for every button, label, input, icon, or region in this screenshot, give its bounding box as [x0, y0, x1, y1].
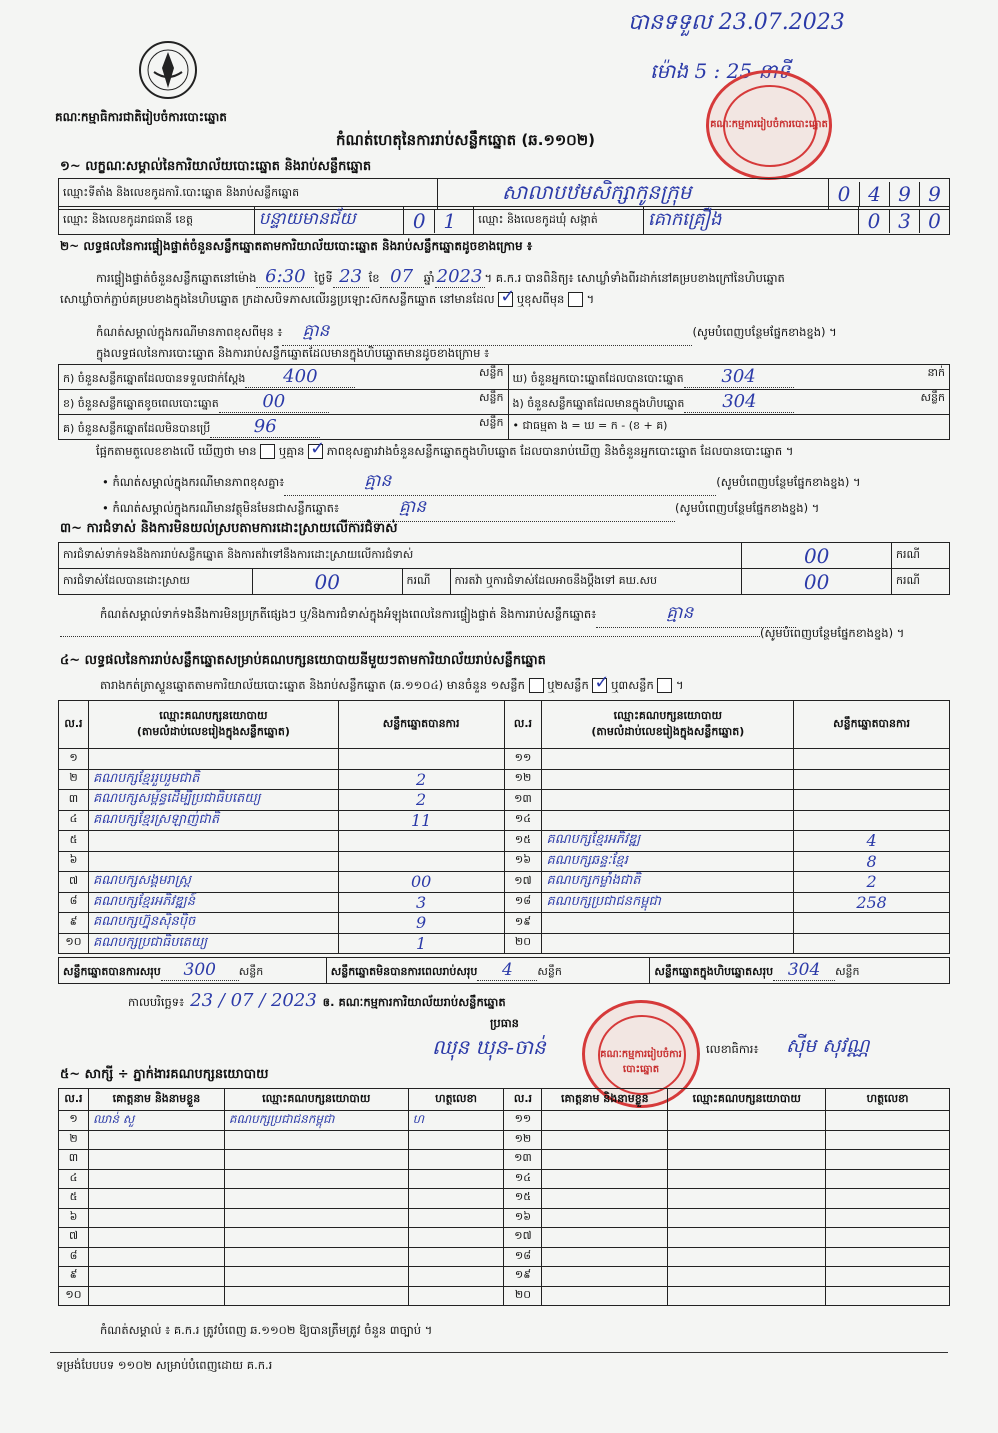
party-no: ១៦: [504, 851, 542, 872]
section-1-heading: ១~ លក្ខណៈសម្គាល់នៃការិយាល័យបោះឆ្នោត និងរាប់សន្លឹកឆ្នោត: [60, 159, 372, 174]
witness-party: [668, 1169, 826, 1189]
party-row: [59, 769, 950, 790]
party-no: ១២: [504, 769, 542, 790]
witness-col-name-right: គោត្តនាម និងនាមខ្លួន: [542, 1089, 668, 1111]
witness-row: [59, 1189, 950, 1209]
witness-party: [668, 1130, 826, 1150]
party-row: [59, 831, 950, 852]
location-table: [58, 206, 950, 235]
party-name: [542, 810, 794, 831]
party-votes: 1: [338, 933, 504, 954]
witness-signature: [826, 1150, 950, 1170]
party-row: [59, 810, 950, 831]
two-sheets-checkbox[interactable]: [592, 678, 607, 693]
changed-checkbox[interactable]: [568, 292, 583, 307]
witness-no: ៦: [59, 1208, 89, 1228]
party-no: ១៨: [504, 892, 542, 913]
witness-col-party-right: ឈ្មោះគណបក្សនយោបាយ: [668, 1089, 826, 1111]
complaints-table: [58, 542, 950, 569]
party-votes: [794, 933, 950, 954]
party-votes: 258: [794, 892, 950, 913]
witness-name: [542, 1130, 668, 1150]
col-votes-left: សន្លឹកឆ្នោតបានការ: [338, 701, 504, 749]
witness-signature: [826, 1228, 950, 1248]
party-name: គណបក្សកម្លាំងជាតិ: [542, 872, 794, 893]
resolved-count: 00: [252, 569, 402, 595]
party-no: ៩: [59, 913, 89, 934]
party-no: ១៤: [504, 810, 542, 831]
party-name: [542, 790, 794, 811]
witness-name: [88, 1247, 224, 1267]
witness-signature: ហ: [408, 1111, 504, 1131]
unused-ballots: គ) ចំនួនសន្លឹកឆ្នោតដែលមិនបានប្រើ 96 សន្លឹក: [59, 415, 509, 440]
party-no: ១: [59, 749, 89, 770]
witness-name: [88, 1189, 224, 1209]
party-votes: 11: [338, 810, 504, 831]
party-no: ១៧: [504, 872, 542, 893]
party-votes: [794, 790, 950, 811]
party-no: ៣: [59, 790, 89, 811]
party-votes: 8: [794, 851, 950, 872]
witness-name: [542, 1111, 668, 1131]
party-votes: 9: [338, 913, 504, 934]
party-no: ៥: [59, 831, 89, 852]
party-name: គណបក្សខ្មែរស្រឡាញ់ជាតិ: [88, 810, 338, 831]
closing-line: កាលបរិច្ឆេទ៖ 23 / 07 / 2023 ឲ. គណៈកម្មការការិយាល័យរាប់សន្លឹកឆ្នោត: [128, 990, 506, 1011]
commune-name: គោកគ្រឿង: [643, 207, 858, 235]
witness-row: [59, 1228, 950, 1248]
witness-name: [88, 1267, 224, 1287]
witness-signature: [408, 1247, 504, 1267]
col-party-right: ឈ្មោះគណបក្សនយោបាយ (តាមលំដាប់លេខរៀងក្នុងសន្លឹកឆ្នោត): [542, 701, 794, 749]
appeal-count: 00: [742, 569, 892, 595]
foreign-object-note: • កំណត់សម្គាល់ក្នុងករណីមានវត្ថុមិនមែនជាសន្លឹកឆ្នោត៖ គ្មាន (សូមបំពេញបន្ថែមផ្នែកខាងខ្នង) ។: [102, 496, 819, 522]
party-name: គណបក្សឆន្ទៈខ្មែរ: [542, 851, 794, 872]
section-3-heading: ៣~ ការជំទាស់ និងការមិនយល់ស្របតាមការដោះស្រាយលើការជំទាស់: [60, 521, 398, 536]
received-note: បានទទួល 23.07.2023: [628, 10, 845, 35]
witness-signature: [408, 1189, 504, 1209]
witness-col-sign-right: ហត្ថលេខា: [826, 1089, 950, 1111]
tally-sheet-line: តារាងកត់ត្រាស្ទួនឆ្នោតតាមការិយាល័យបោះឆ្នោត និងរាប់សន្លឹកឆ្នោត (ឆ.១១០៤) មានចំនួន ១សន្លឹក ឬ២សន្លឹក ✓ ឬ៣សន្លឹក ។: [100, 678, 684, 695]
party-row: [59, 933, 950, 954]
party-votes: 2: [794, 872, 950, 893]
party-no: ១៥: [504, 831, 542, 852]
witness-party: [668, 1267, 826, 1287]
witness-name: [88, 1228, 224, 1248]
resolved-unit: ករណី: [402, 569, 450, 595]
document-title: កំណត់ហេតុនៃការរាប់សន្លឹកឆ្នោត (ឆ.១១០២): [336, 131, 596, 149]
witness-party: [224, 1267, 408, 1287]
party-no: ៤: [59, 810, 89, 831]
formula-note: • ជាធម្មតា ង = ឃ = ក - (ខ + គ): [508, 415, 950, 440]
witness-signature: [408, 1130, 504, 1150]
witness-no: ១៧: [504, 1228, 542, 1248]
party-no: ១៣: [504, 790, 542, 811]
party-no: ៧: [59, 872, 89, 893]
form-footer: ទម្រង់បែបបទ ១១០២ សម្រាប់បំពេញដោយ គ.ក.រ: [56, 1358, 273, 1372]
commune-label: ឈ្មោះ និងលេខកូដឃុំ សង្កាត់: [474, 207, 644, 235]
witness-party: [668, 1247, 826, 1267]
witness-row: [59, 1150, 950, 1170]
commune-seal-top: គណៈកម្មការរៀបចំការបោះឆ្នោត: [706, 70, 832, 180]
witness-name: [88, 1286, 224, 1306]
witness-party: [668, 1208, 826, 1228]
complaints-label: ការជំទាស់ទាក់ទងនឹងការរាប់សន្លឹកឆ្នោត និងការតវ៉ាទៅនឹងការដោះស្រាយលើការជំទាស់: [59, 543, 742, 569]
party-name: [88, 749, 338, 770]
witness-no: ២០: [504, 1286, 542, 1306]
witness-party: [224, 1247, 408, 1267]
witness-signature: [826, 1267, 950, 1287]
appeal-label: ការតវ៉ា ឬការជំទាស់ដែលអាចនឹងប្តឹងទៅ គឃ.សប: [450, 569, 742, 595]
party-name: គណបក្សសង្គមរាស្ត្រ: [88, 872, 338, 893]
witness-row: [59, 1130, 950, 1150]
received-ballots: ក) ចំនួនសន្លឹកឆ្នោតដែលបានទទួលជាក់ស្តែង 400 សន្លឹក: [59, 365, 509, 390]
party-name: [88, 851, 338, 872]
section-4-heading: ៤~ លទ្ធផលនៃការរាប់សន្លឹកឆ្នោតសម្រាប់គណបក្សនយោបាយនីមួយៗតាមការិយាល័យរាប់សន្លឹកឆ្នោត: [60, 653, 546, 668]
witness-name: [542, 1247, 668, 1267]
witness-name: [88, 1130, 224, 1150]
party-votes: [338, 831, 504, 852]
party-row: [59, 872, 950, 893]
ballot-count-table: [58, 364, 950, 440]
total-invalid: សន្លឹកឆ្នោតមិនបានការពេលរាប់សរុប 4 សន្លឹក: [326, 958, 650, 984]
totals-table: [58, 957, 950, 984]
witness-party: [668, 1286, 826, 1306]
station-label: ឈ្មោះទីតាំង និងលេខកូដការិ.បោះឆ្នោត និងរាប់សន្លឹកឆ្នោត: [59, 179, 438, 210]
witness-party: [224, 1189, 408, 1209]
witness-name: [88, 1169, 224, 1189]
results-intro: ក្នុងលទ្ធផលនៃការបោះឆ្នោត និងការរាប់សន្លឹកឆ្នោតដែលមានក្នុងហិបឆ្នោតមានដូចខាងក្រោម ៖: [96, 346, 490, 360]
party-name: គណបក្សហ្វ៊ុនស៊ិនប៉ិច: [88, 913, 338, 934]
witness-no: ១០: [59, 1286, 89, 1306]
witness-col-no-left: ល.រ: [59, 1089, 89, 1111]
witness-party: [224, 1150, 408, 1170]
witness-party: [224, 1130, 408, 1150]
party-name: [88, 831, 338, 852]
witness-signature: [408, 1208, 504, 1228]
party-votes: 4: [794, 831, 950, 852]
witness-table: [58, 1088, 950, 1306]
witness-name: [88, 1208, 224, 1228]
witness-party: [224, 1208, 408, 1228]
party-votes: 3: [338, 892, 504, 913]
station-name: សាលាបឋមសិក្សាកូនក្រុម: [437, 179, 828, 210]
witness-signature: [408, 1169, 504, 1189]
party-name: [542, 749, 794, 770]
witness-row: [59, 1208, 950, 1228]
party-votes: [338, 749, 504, 770]
party-no: ២: [59, 769, 89, 790]
party-no: ១១: [504, 749, 542, 770]
witness-party: [224, 1169, 408, 1189]
party-name: គណបក្សខ្មែរអភិវឌ្ឍន៍: [88, 892, 338, 913]
party-votes: [794, 810, 950, 831]
party-name: [542, 913, 794, 934]
witness-party: [668, 1228, 826, 1248]
witness-no: ១៣: [504, 1150, 542, 1170]
witness-name: [542, 1267, 668, 1287]
chair-signature: ឈុន ឃុន-ចាន់: [432, 1035, 546, 1059]
party-name: គណបក្សខ្មែររួបរួមជាតិ: [88, 769, 338, 790]
witness-signature: [826, 1189, 950, 1209]
verification-line: ការផ្ទៀងផ្ទាត់ចំនួនសន្លឹកឆ្នោតនៅម៉ោង 6:30 ថ្ងៃទី 23 ខែ 07 ឆ្នាំ 2023 ។ គ.ក.រ បានពិនិត្យ៖ សោឃ្លាំទាំងពីរដាក់នៅគម្របខាងក្រៅនៃហិបឆ្នោត: [96, 266, 785, 287]
province-code: 0 1: [404, 207, 474, 235]
province-label: ឈ្មោះ និងលេខកូដរាជធានី ខេត្ត: [59, 207, 255, 235]
party-name: [542, 769, 794, 790]
party-row: [59, 790, 950, 811]
witness-party: [668, 1189, 826, 1209]
complaints-unit: ករណី: [892, 543, 950, 569]
ballots-in-box: ង) ចំនួនសន្លឹកឆ្នោតដែលមានក្នុងហិបឆ្នោត 304 សន្លឹក: [508, 390, 950, 415]
section-5-heading: ៥~ សាក្សី ÷ ភ្នាក់ងារគណបក្សនយោបាយ: [60, 1067, 269, 1082]
party-votes: 00: [338, 872, 504, 893]
complaints-count: 00: [742, 543, 892, 569]
witness-row: [59, 1286, 950, 1306]
witness-no: ១៩: [504, 1267, 542, 1287]
party-no: ៦: [59, 851, 89, 872]
witness-signature: [408, 1267, 504, 1287]
witness-signature: [408, 1228, 504, 1248]
witness-no: ១៥: [504, 1189, 542, 1209]
party-row: [59, 749, 950, 770]
witness-signature: [826, 1130, 950, 1150]
chair-label: ប្រធាន: [490, 1016, 519, 1030]
station-code: 0 4 9 9: [828, 179, 949, 210]
intact-checkbox[interactable]: [498, 292, 513, 307]
witness-no: ៨: [59, 1247, 89, 1267]
witness-col-party-left: ឈ្មោះគណបក្សនយោបាយ: [224, 1089, 408, 1111]
nec-emblem-icon: [136, 38, 200, 102]
witness-no: ៥: [59, 1189, 89, 1209]
total-in-box: សន្លឹកឆ្នោតក្នុងហិបឆ្នោតសរុប 304 សន្លឹក: [650, 958, 950, 984]
has-difference-checkbox[interactable]: [260, 444, 275, 459]
one-sheet-checkbox[interactable]: [529, 678, 544, 693]
witness-party: [668, 1111, 826, 1131]
party-no: ១០: [59, 933, 89, 954]
appeal-unit: ករណី: [892, 569, 950, 595]
party-results-table: [58, 700, 950, 954]
discrepancy-note: • កំណត់សម្គាល់ក្នុងករណីមានភាពខុសគ្នា៖ គ្មាន (សូមបំពេញបន្ថែមផ្នែកខាងខ្នង) ។: [102, 470, 861, 496]
witness-signature: [826, 1169, 950, 1189]
witness-party: [668, 1150, 826, 1170]
party-name: គណបក្សប្រជាជនកម្ពុជា: [542, 892, 794, 913]
witness-col-sign-left: ហត្ថលេខា: [408, 1089, 504, 1111]
witness-no: ១៤: [504, 1169, 542, 1189]
party-name: គណបក្សប្រជាធិបតេយ្យ: [88, 933, 338, 954]
resolved-label: ការជំទាស់ដែលបានដោះស្រាយ: [59, 569, 253, 595]
witness-name: [542, 1208, 668, 1228]
witness-row: [59, 1169, 950, 1189]
discrepancy-line: ផ្អែកតាមតួលេខខាងលើ ឃើញថា មាន ឬគ្មាន ✓ ភាពខុសគ្នារវាងចំនួនសន្លឹកឆ្នោតក្នុងហិបឆ្នោត ដែលបានរាប់ឃើញ និងចំនួនអ្នកបោះឆ្នោត ដែលបានបោះឆ្នោត ។: [96, 444, 793, 461]
witness-row: [59, 1247, 950, 1267]
party-name: គណបក្សខ្មែរអភិវឌ្ឍ: [542, 831, 794, 852]
col-no-right: ល.រ: [504, 701, 542, 749]
witness-signature: [826, 1247, 950, 1267]
witness-party: [224, 1228, 408, 1248]
province-name: បន្ទាយមានជ័យ: [254, 207, 404, 235]
commune-code: 0 3 0: [858, 207, 949, 235]
witness-col-no-right: ល.រ: [504, 1089, 542, 1111]
party-votes: [794, 749, 950, 770]
no-difference-checkbox[interactable]: [308, 444, 323, 459]
witness-no: ១៨: [504, 1247, 542, 1267]
witness-signature: [408, 1150, 504, 1170]
witness-signature: [826, 1286, 950, 1306]
footer-divider: [50, 1352, 948, 1353]
party-votes: [338, 851, 504, 872]
voters-count: ឃ) ចំនួនអ្នកបោះឆ្នោតដែលបានបោះឆ្នោត 304 នាក់: [508, 365, 950, 390]
party-row: [59, 913, 950, 934]
witness-signature: [826, 1208, 950, 1228]
party-votes: [794, 913, 950, 934]
three-sheets-checkbox[interactable]: [657, 678, 672, 693]
secretary-label: លេខាធិការ៖: [706, 1042, 759, 1056]
witness-no: ៣: [59, 1150, 89, 1170]
party-votes: [794, 769, 950, 790]
col-no-left: ល.រ: [59, 701, 89, 749]
witness-no: ៧: [59, 1228, 89, 1248]
section-2-heading: ២~ លទ្ធផលនៃការផ្ទៀងផ្ទាត់ចំនួនសន្លឹកឆ្នោតតាមការិយាល័យបោះឆ្នោត និងរាប់សន្លឹកឆ្នោតដូចខាងក្រោម ៖: [60, 239, 533, 253]
witness-name: [88, 1150, 224, 1170]
witness-no: ១៦: [504, 1208, 542, 1228]
witness-name: [542, 1189, 668, 1209]
party-votes: 2: [338, 790, 504, 811]
received-time: ម៉ោង 5 : 25 នាទី: [650, 59, 791, 83]
witness-no: ១១: [504, 1111, 542, 1131]
witness-no: ៩: [59, 1267, 89, 1287]
witness-no: ២: [59, 1130, 89, 1150]
secretary-signature: ស៊ីម សុវណ្ណ: [786, 1035, 870, 1057]
irregularity-note: កំណត់សម្គាល់ទាក់ទងនឹងការមិនប្រក្រតីផ្សេងៗ ឬ/និងការជំទាស់ក្នុងអំឡុងពេលនៃការផ្ទៀងផ្ទាត់ និងការរាប់សន្លឹកឆ្នោត៖ គ្មាន: [100, 602, 796, 628]
party-votes: 2: [338, 769, 504, 790]
seal-status-line: សោឃ្លាំចាក់ភ្ជាប់គម្របខាងក្នុងនៃហិបឆ្នោត ក្រដាសបិទភាសលើរន្ធប្រឡោះស៊កសន្លឹកឆ្នោត នៅមានដែល ✓ ឬខុសពីមុន ។: [60, 292, 594, 309]
witness-row: [59, 1111, 950, 1131]
commission-name: គណៈកម្មាធិការជាតិរៀបចំការបោះឆ្នោត: [55, 110, 227, 124]
bottom-note: កំណត់សម្គាល់ ៖ គ.ក.រ ត្រូវបំពេញ ឆ.១១០២ ឱ្យបានត្រឹមត្រូវ ចំនួន ៣ច្បាប់ ។: [100, 1323, 433, 1337]
resolved-table: [58, 568, 950, 595]
witness-signature: [408, 1286, 504, 1306]
witness-name: [542, 1286, 668, 1306]
witness-name: [542, 1228, 668, 1248]
witness-name: ឈាន់ សួ: [88, 1111, 224, 1131]
total-valid: សន្លឹកឆ្នោតបានការសរុប 300 សន្លឹក: [59, 958, 327, 984]
difference-note-line: កំណត់សម្គាល់ក្នុងករណីមានភាពខុសពីមុន ៖ គ្មាន (សូមបំពេញបន្ថែមផ្នែកខាងខ្នង) ។: [96, 320, 837, 346]
witness-signature: [826, 1111, 950, 1131]
party-name: គណបក្សសម្ព័ន្ធដើម្បីប្រជាធិបតេយ្យ: [88, 790, 338, 811]
witness-col-name-left: គោត្តនាម និងនាមខ្លួន: [88, 1089, 224, 1111]
witness-party: គណបក្សប្រជាជនកម្ពុជា: [224, 1111, 408, 1131]
witness-row: [59, 1267, 950, 1287]
spoiled-ballots: ខ) ចំនួនសន្លឹកឆ្នោតខូចពេលបោះឆ្នោត 00 សន្លឹក: [59, 390, 509, 415]
party-no: ១៩: [504, 913, 542, 934]
col-party-left: ឈ្មោះគណបក្សនយោបាយ (តាមលំដាប់លេខរៀងក្នុងសន្លឹកឆ្នោត): [88, 701, 338, 749]
witness-name: [542, 1150, 668, 1170]
witness-no: ១២: [504, 1130, 542, 1150]
witness-name: [542, 1169, 668, 1189]
party-row: [59, 892, 950, 913]
col-votes-right: សន្លឹកឆ្នោតបានការ: [794, 701, 950, 749]
party-name: [542, 933, 794, 954]
witness-no: ៤: [59, 1169, 89, 1189]
party-row: [59, 851, 950, 872]
irregularity-continue: (សូមបំពេញបន្ថែមផ្នែកខាងខ្នង) ។: [60, 626, 904, 643]
commune-seal-bottom: គណៈកម្មការរៀបចំការបោះឆ្នោត: [582, 1000, 700, 1108]
party-no: ៨: [59, 892, 89, 913]
witness-no: ១: [59, 1111, 89, 1131]
witness-party: [224, 1286, 408, 1306]
party-no: ២០: [504, 933, 542, 954]
